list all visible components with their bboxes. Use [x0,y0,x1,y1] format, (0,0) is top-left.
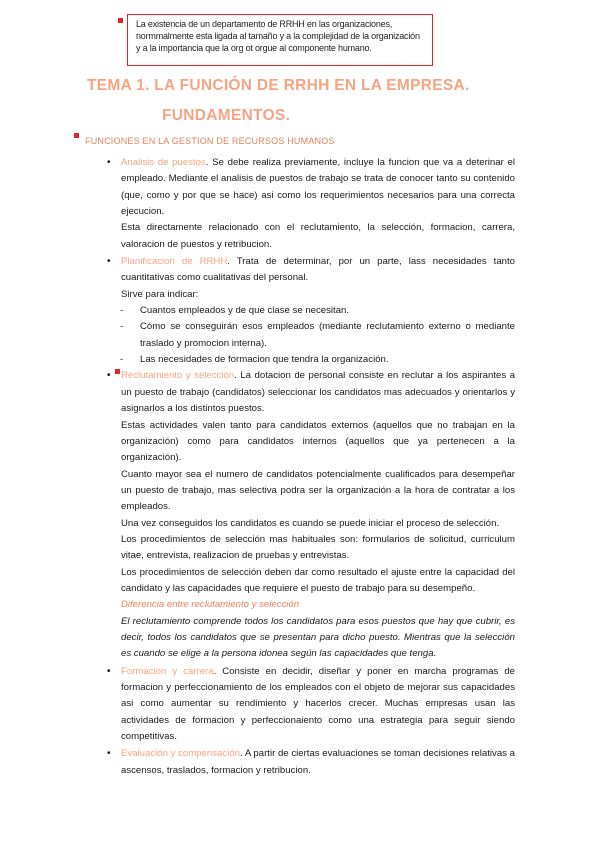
bullet-icon: • [107,665,111,677]
item-text: Los procedimientos de selección mas habituales son: formularios de solicitud, curriculum vitae, entrevista, realizacion de pruebas y entrevistas. [121,533,515,562]
item-label: Reclutamiento y selección [121,370,235,382]
list-item [107,368,515,662]
bullet-icon: • [107,157,111,168]
comment-marker-icon [118,18,123,23]
item-subheading: Diferencia entre reclutamiento y selección [121,599,300,611]
item-text: Esta directamente relacionado con el reclutamiento, la selección, formacion, carrera, valoracion de puestos y retribucion. [121,222,515,250]
comment-text: La existencia de un departamento de RRHH en las organizaciones, normmalmente esta ligada al tamaño y a la complejidad de la organización y a la importancia que la org ot orgue al componente humano. [136,19,420,53]
item-label: Planificacion de RRHH [121,256,228,268]
comment-marker-icon [115,369,120,374]
item-text: . La dotacion de personal consiste en reclutar a los aspirantes a un puesto de trabajo (candidatos) seleccionar los candidatos mas adecuados y orientarlos y asignarlos a los distintos puestos. [121,370,515,415]
dash-item: - Cuantos empleados y de que clase se necesitan. [120,305,350,317]
item-text: . Trata de determinar, por un parte, lass necesidades tanto cuantitativas como cualitativas del personal. [121,256,515,284]
content-body [107,155,515,779]
item-text: Los procedimientos de selección deben dar como resultado el ajuste entre la capacidad del candidato y las capacidades que requiere el puesto de trabajo para su desempeño. [121,566,515,594]
list-item [107,664,515,746]
section-heading: FUNCIONES EN LA GESTION DE RECURSOS HUMANOS [85,136,335,146]
page-title-line1: TEMA 1. LA FUNCIÓN DE RRHH EN LA EMPRESA. [87,77,470,94]
item-text: Estas actividades valen tanto para candidatos externos (aquellos que no trabajan en la organización) como para candidatos internos (aquellos que ya pertenecen a la organización). [121,419,515,464]
item-label: Evaluación y compensación [121,748,240,760]
item-text: Una vez conseguidos los candidatos es cuando se puede iniciar el proceso de selección. [121,517,500,529]
bullet-icon: • [107,256,111,268]
list-item [107,155,515,253]
item-text: . A partir de ciertas evaluaciones se toman decisiones relativas a ascensos, traslados, formacion y retribucion. [121,748,515,776]
list-item [107,746,515,779]
dash-item: - Las necesidades de formacion que tendra la organización. [120,354,389,366]
dash-item: - Cómo se conseguirán esos empleados (mediante reclutamiento externo o mediante traslado y promocion interna). [120,321,515,349]
item-text: Cuanto mayor sea el numero de candidatos potencialmente cualificados para desempeñar un puesto de trabajo, mas selectiva podra ser la organización a la hora de contratar a los empleados. [121,468,515,513]
item-text: . Se debe realiza previamente, incluye la funcion que va a deterinar el empleado. Mediante el analisis de puestos de trabajo se trata de conocer tanto su contenido (que, como y por que se hace) asi como los requerimientos necesarios para una correcta ejecucion. [121,157,515,218]
item-label: Analisis de puestos [121,157,206,168]
bullet-icon: • [107,370,111,382]
item-label: Formacion y carrera [121,665,214,677]
item-italic-text: El reclutamiento comprende todos los candidatos para esos puestos que hay que cubrir, es decir, todos los candidatos que se presentan para dicho puesto. Mientras que la selección es cuando se elige a la persona idonea según las capacidades que tenga. [121,615,515,660]
heading-marker-icon [74,133,79,138]
list-item [107,254,515,368]
page-title-line2: FUNDAMENTOS. [162,107,291,124]
bullet-icon: • [107,748,111,760]
comment-box[interactable] [127,14,433,66]
item-text: . Consiste en decidir, diseñar y poner en marcha programas de formacion y perfeccionamiento de los empleados con el objeto de mejorar sus capacidades asi como aumentar su rendimiento y hacerlos crecer. Muchas empresas usan las actividades de formacion y perfeccionaiento como una estrategia para seguir siendo competitivas. [121,665,515,743]
item-text: Sirve para indicar: [121,288,199,300]
